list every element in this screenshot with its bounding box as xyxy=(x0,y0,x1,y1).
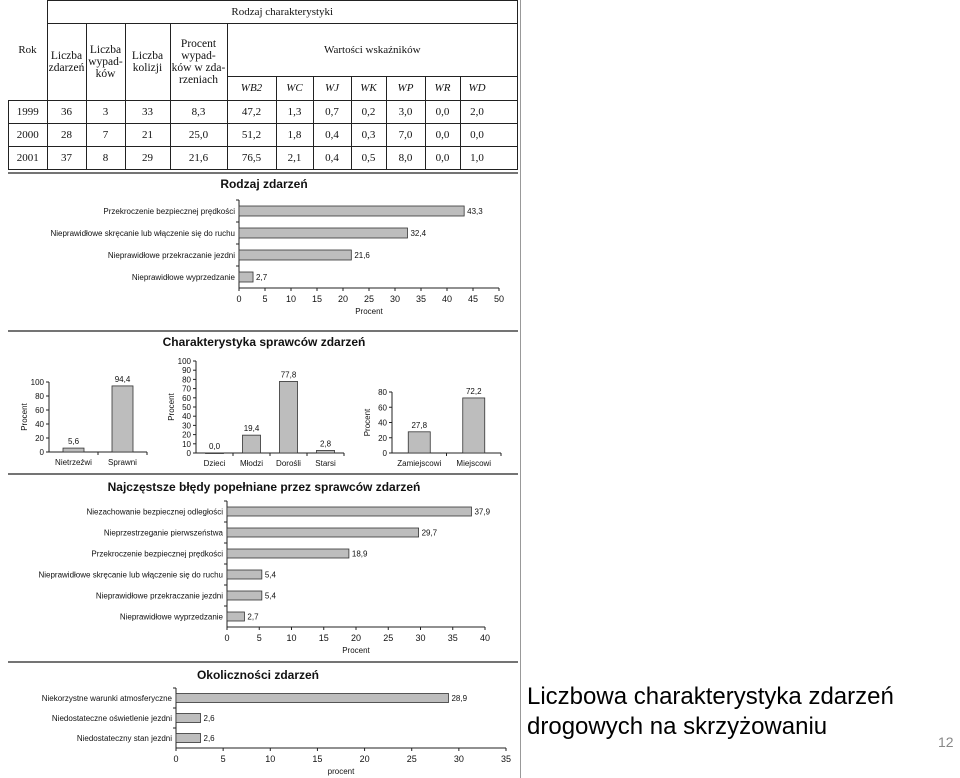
x-tick-label: 0 xyxy=(224,633,230,643)
x-tick-label: 35 xyxy=(447,633,458,643)
x-tick-label: 15 xyxy=(318,633,329,643)
data-label: 27,8 xyxy=(411,420,428,430)
cell-year: 1999 xyxy=(9,101,48,124)
table-cell: 21,6 xyxy=(170,147,227,170)
x-tick-label: 50 xyxy=(493,294,505,304)
category-label: Nieprawidłowe skręcanie lub włączenie się do ruchu xyxy=(38,570,223,580)
header-rok: Rok xyxy=(9,1,48,101)
data-label: 2,7 xyxy=(247,612,259,622)
index-wb2: WB2 xyxy=(228,77,277,100)
table-cell: 0,4 xyxy=(314,124,352,146)
y-tick-label: 80 xyxy=(35,392,44,401)
data-label: 37,9 xyxy=(474,507,491,517)
bar xyxy=(227,507,471,516)
bar xyxy=(280,381,298,453)
y-tick-label: 80 xyxy=(378,388,387,397)
x-axis-label: Procent xyxy=(355,307,383,316)
y-tick-label: 0 xyxy=(39,448,44,457)
bar xyxy=(239,228,407,238)
category-label: Niezachowanie bezpiecznej odległości xyxy=(86,507,223,517)
table-cell: 7,0 xyxy=(387,124,426,146)
y-tick-label: 40 xyxy=(378,418,387,428)
y-tick-label: 80 xyxy=(182,375,191,385)
y-tick-label: 0 xyxy=(186,449,191,458)
category-label: Dzieci xyxy=(203,459,226,468)
category-label: Niedostateczny stan jezdni xyxy=(76,734,172,743)
bar xyxy=(239,206,464,216)
data-label: 2,8 xyxy=(319,439,332,449)
index-wr: WR xyxy=(426,77,461,100)
y-tick-label: 60 xyxy=(182,393,191,403)
bar xyxy=(176,694,448,703)
table-cell: 0,5 xyxy=(352,147,387,169)
chart-title-sprawcy: Charakterystyka sprawców zdarzeń xyxy=(162,335,366,349)
bar xyxy=(176,734,201,743)
x-tick-label: 5 xyxy=(256,633,262,643)
x-tick-label: 0 xyxy=(173,754,179,764)
y-tick-label: 40 xyxy=(35,420,44,429)
bar xyxy=(239,250,351,260)
category-label: Nieprawidłowe przekraczanie jezdni xyxy=(95,591,223,601)
table-cell: 21 xyxy=(125,124,170,147)
x-tick-label: 30 xyxy=(389,294,401,304)
bar xyxy=(112,386,133,452)
y-tick-label: 100 xyxy=(177,357,191,366)
category-label: Zamiejscowi xyxy=(397,459,442,468)
category-label: Niedostateczne oświetlenie jezdni xyxy=(51,714,172,723)
x-tick-label: 40 xyxy=(479,633,491,643)
y-tick-label: 20 xyxy=(378,433,387,443)
table-cell: 3,0 xyxy=(387,101,426,123)
table-cell: 51,2 xyxy=(228,124,277,146)
table-cell: 0,0 xyxy=(426,124,461,146)
table-cell: 1,8 xyxy=(277,124,314,146)
category-label: Nieprawidłowe wyprzedzanie xyxy=(131,273,235,282)
category-label: Sprawni xyxy=(108,458,137,467)
table-cell: 2,1 xyxy=(277,147,314,169)
x-tick-label: 15 xyxy=(312,754,323,764)
cell-year: 2000 xyxy=(9,124,48,147)
table-cell: 0,0 xyxy=(426,101,461,123)
x-tick-label: 25 xyxy=(363,294,375,304)
table-cell: 25,0 xyxy=(170,124,227,147)
bar xyxy=(227,591,262,600)
table-cell: 0,7 xyxy=(314,101,352,123)
y-axis-label: Procent xyxy=(363,408,372,437)
table-cell: 76,5 xyxy=(228,147,277,169)
table-cell: 28 xyxy=(47,124,86,147)
x-tick-label: 25 xyxy=(406,754,417,764)
category-label: Przekroczenie bezpiecznej prędkości xyxy=(103,207,235,216)
chart-title-bledy: Najczęstsze błędy popełniane przez sprawców zdarzeń xyxy=(107,480,421,494)
data-label: 21,6 xyxy=(354,251,370,260)
index-wj: WJ xyxy=(314,77,352,100)
x-tick-label: 45 xyxy=(467,294,479,304)
y-tick-label: 60 xyxy=(378,403,387,413)
data-label: 2,7 xyxy=(256,273,268,282)
table-cell: 29 xyxy=(125,147,170,170)
data-label: 18,9 xyxy=(351,549,368,559)
index-wc: WC xyxy=(277,77,314,100)
category-label: Miejscowi xyxy=(456,459,492,468)
x-tick-label: 5 xyxy=(262,294,268,304)
table-cell: 33 xyxy=(125,101,170,124)
x-axis-label: Procent xyxy=(342,646,370,655)
data-label: 5,6 xyxy=(67,437,80,447)
bar xyxy=(463,398,485,453)
data-label: 19,4 xyxy=(243,424,260,434)
category-label: Niekorzystne warunki atmosferyczne xyxy=(41,694,172,703)
y-tick-label: 50 xyxy=(182,403,191,412)
x-tick-label: 10 xyxy=(286,633,297,643)
x-tick-label: 35 xyxy=(500,754,512,764)
table-cell: 0,4 xyxy=(314,147,352,169)
chart-title-okolicznosci: Okoliczności zdarzeń xyxy=(196,668,320,682)
data-label: 2,6 xyxy=(203,714,215,723)
y-axis-label: Procent xyxy=(167,393,176,421)
data-label: 29,7 xyxy=(421,528,438,538)
x-tick-label: 10 xyxy=(285,294,297,304)
y-tick-label: 40 xyxy=(182,412,191,422)
y-tick-label: 20 xyxy=(35,434,44,443)
y-tick-label: 0 xyxy=(382,449,387,458)
table-cell: 0,3 xyxy=(352,124,387,146)
bar xyxy=(206,453,224,454)
index-wd: WD xyxy=(468,82,486,94)
x-tick-label: 30 xyxy=(415,633,426,643)
bar xyxy=(63,448,84,452)
category-label: Nieprzestrzeganie pierwszeństwa xyxy=(103,528,223,538)
category-label: Przekroczenie bezpiecznej prędkości xyxy=(91,549,223,559)
data-label: 94,4 xyxy=(114,374,131,384)
data-label: 28,9 xyxy=(451,694,468,703)
y-tick-label: 70 xyxy=(182,384,191,394)
caption-line-2: drogowych na skrzyżowaniu xyxy=(527,713,828,740)
y-tick-label: 90 xyxy=(182,366,191,376)
x-tick-label: 25 xyxy=(383,633,394,643)
data-label: 5,4 xyxy=(264,570,276,580)
data-label: 32,4 xyxy=(410,229,427,238)
category-label: Nieprawidłowe skręcanie lub włączenie się do ruchu xyxy=(50,229,235,238)
bar xyxy=(408,432,430,453)
bar xyxy=(239,272,253,282)
bar xyxy=(317,450,335,453)
table-cell: 8 xyxy=(86,147,125,170)
slide-caption xyxy=(527,682,894,742)
data-label: 43,3 xyxy=(467,207,483,216)
y-tick-label: 20 xyxy=(182,430,191,440)
y-tick-label: 60 xyxy=(35,406,44,415)
x-tick-label: 0 xyxy=(236,294,242,304)
bar xyxy=(176,714,201,723)
x-tick-label: 20 xyxy=(350,633,362,643)
bar xyxy=(227,549,349,558)
data-label: 2,6 xyxy=(203,734,215,743)
y-axis-label: Procent xyxy=(20,403,29,431)
x-tick-label: 5 xyxy=(220,754,226,764)
table-cell: 36 xyxy=(47,101,86,124)
cell-year: 2001 xyxy=(9,147,48,170)
chart-title-rodzaj-zdarzen: Rodzaj zdarzeń xyxy=(220,177,308,191)
header-liczba-kolizji: Liczba kolizji xyxy=(125,24,170,101)
bar xyxy=(227,528,419,537)
x-axis-label: procent xyxy=(327,767,355,776)
index-wp: WP xyxy=(387,77,426,100)
table-cell: 8,3 xyxy=(170,101,227,124)
bar xyxy=(227,612,244,621)
data-label: 77,8 xyxy=(280,370,297,380)
y-tick-label: 30 xyxy=(182,421,191,431)
category-label: Nieprawidłowe przekraczanie jezdni xyxy=(107,251,235,260)
x-tick-label: 30 xyxy=(453,754,464,764)
header-wskazniki: Wartości wskaźników xyxy=(228,24,518,77)
table-cell: 0,0 xyxy=(470,129,484,141)
category-label: Nieprawidłowe wyprzedzanie xyxy=(119,612,223,622)
caption-line-1: Liczbowa charakterystyka zdarzeń xyxy=(527,683,894,710)
table-cell: 0,2 xyxy=(352,101,387,123)
x-tick-label: 20 xyxy=(359,754,370,764)
data-label: 0,0 xyxy=(208,442,221,451)
x-tick-label: 20 xyxy=(337,294,349,304)
table-cell: 47,2 xyxy=(228,101,277,123)
header-group: Rodzaj charakterystyki xyxy=(47,1,518,24)
data-label: 5,4 xyxy=(264,591,276,601)
bar xyxy=(243,435,261,453)
x-tick-label: 35 xyxy=(415,294,427,304)
category-label: Młodzi xyxy=(239,459,264,468)
table-cell: 37 xyxy=(47,147,86,170)
table-cell: 1,3 xyxy=(277,101,314,123)
y-tick-label: 10 xyxy=(182,439,191,449)
x-tick-label: 10 xyxy=(265,754,276,764)
bar xyxy=(227,570,262,579)
table-cell: 7 xyxy=(86,124,125,147)
slide-number: 12 xyxy=(938,734,954,750)
header-procent-wypadkow: Procent wypad- ków w zda- rzeniach xyxy=(170,24,227,101)
table-cell: 3 xyxy=(86,101,125,124)
x-tick-label: 40 xyxy=(441,294,453,304)
table-cell: 2,0 xyxy=(470,106,484,118)
table-cell: 0,0 xyxy=(426,147,461,169)
table-cell: 1,0 xyxy=(470,152,484,164)
table-cell: 8,0 xyxy=(387,147,426,169)
y-tick-label: 100 xyxy=(30,378,44,387)
index-wk: WK xyxy=(352,77,387,100)
category-label: Starsi xyxy=(315,459,336,468)
header-liczba-wypadkow: Liczba wypad- ków xyxy=(86,24,125,101)
x-tick-label: 15 xyxy=(311,294,323,304)
data-label: 72,2 xyxy=(465,386,482,396)
header-liczba-zdarzen: Liczba zdarzeń xyxy=(47,24,86,101)
category-label: Nietrzeźwi xyxy=(55,458,92,467)
category-label: Dorośli xyxy=(276,459,301,468)
